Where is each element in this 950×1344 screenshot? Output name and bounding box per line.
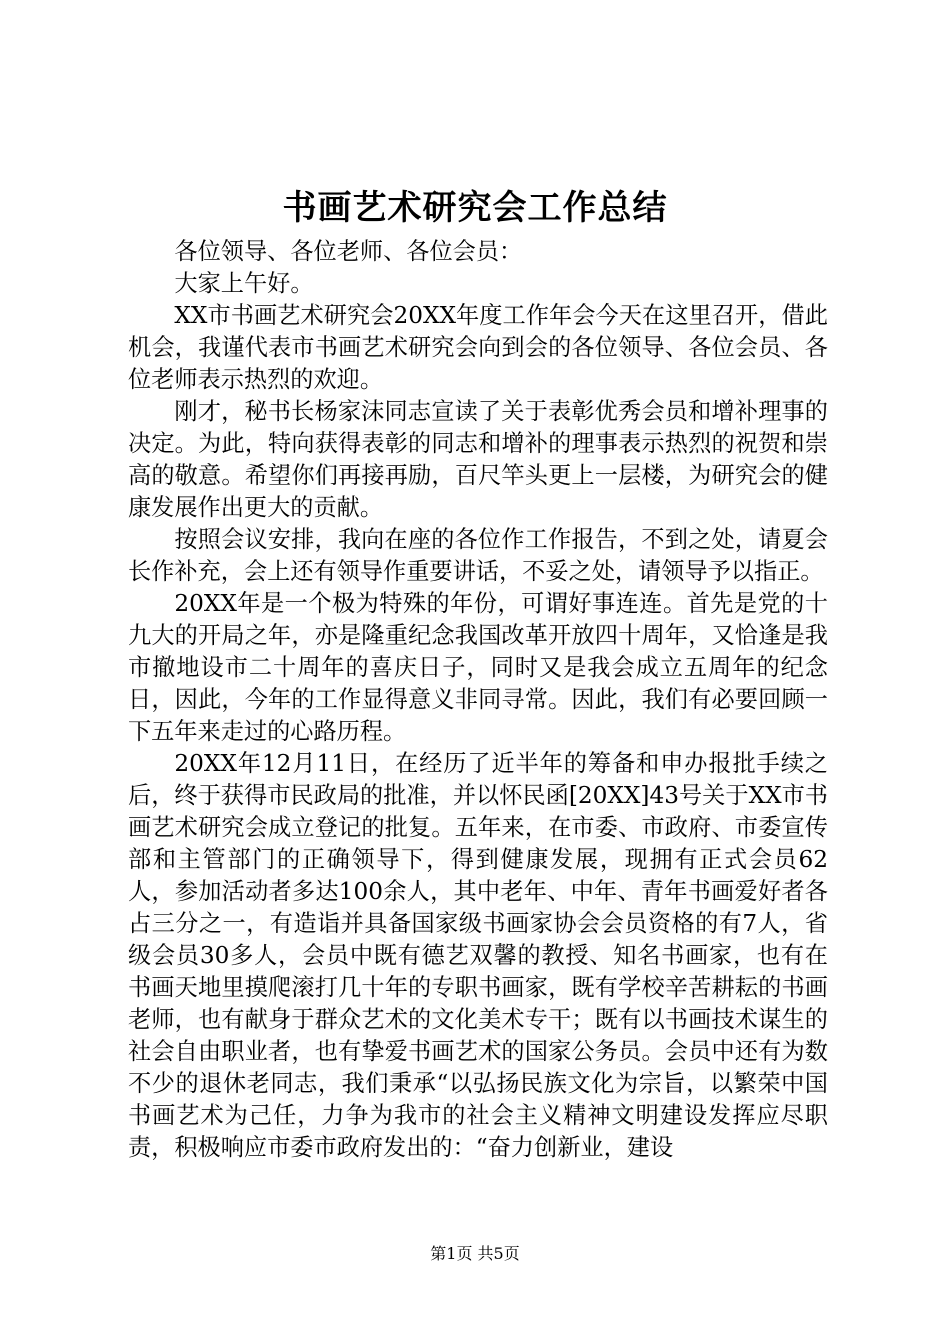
paragraph-special-year: 20XX年是一个极为特殊的年份，可谓好事连连。首先是党的十九大的开局之年，亦是隆重纪念我国改革开放四十周年，又恰逢是我市撤地设市二十周年的喜庆日子，同时又是我会成立五周年的纪念日，因此，今年的工作显得意义非同寻常。因此，我们有必要回顾一下五年来走过的心路历程。 [128,590,828,745]
document-title: 书画艺术研究会工作总结 [282,188,668,228]
paragraph-commendation: 刚才，秘书长杨家沫同志宣读了关于表彰优秀会员和增补理事的决定。为此，特向获得表彰的同志和增补的理事表示热烈的祝贺和崇高的敬意。希望你们再接再励，百尺竿头更上一层楼，为研究会的健康发展作出更大的贡献。 [128,398,828,521]
page-number-footer: 第1页 共5页 [430,1244,520,1263]
paragraph-history: 20XX年12月11日，在经历了近半年的筹备和申办报批手续之后，终于获得市民政局的批准，并以怀民函[20XX]43号关于XX市书画艺术研究会成立登记的批复。五年来，在市委、市政府、市委宣传部和主管部门的正确领导下，得到健康发展，现拥有正式会员62人，参加活动者多达100余人，其中老年、中年、青年书画爱好者各占三分之一，有造诣并具备国家级书画家协会会员资格的有7人，省级会员30多人，会员中既有德艺双馨的教授、知名书画家，也有在书画天地里摸爬滚打几十年的专职书画家，既有学校辛苦耕耘的书画老师，也有献身于群众艺术的文化美术专干；既有以书画技术谋生的社会自由职业者，也有挚爱书画艺术的国家公务员。会员中还有为数不少的退休老同志，我们秉承“以弘扬民族文化为宗旨，以繁荣中国书画艺术为己任，力争为我市的社会主义精神文明建设发挥应尽职责，积极响应市委市政府发出的：“奋力创新业，建设 [128,750,828,1161]
paragraph-greeting: 大家上午好。 [174,270,314,297]
paragraph-welcome: XX市书画艺术研究会20XX年度工作年会今天在这里召开，借此机会，我谨代表市书画艺术研究会向到会的各位领导、各位会员、各位老师表示热烈的欢迎。 [128,302,828,393]
paragraph-salutation: 各位领导、各位老师、各位会员： [174,238,523,265]
paragraph-agenda: 按照会议安排，我向在座的各位作工作报告，不到之处，请夏会长作补充，会上还有领导作重要讲话，不妥之处，请领导予以指正。 [128,526,828,585]
document-body [128,236,828,1164]
